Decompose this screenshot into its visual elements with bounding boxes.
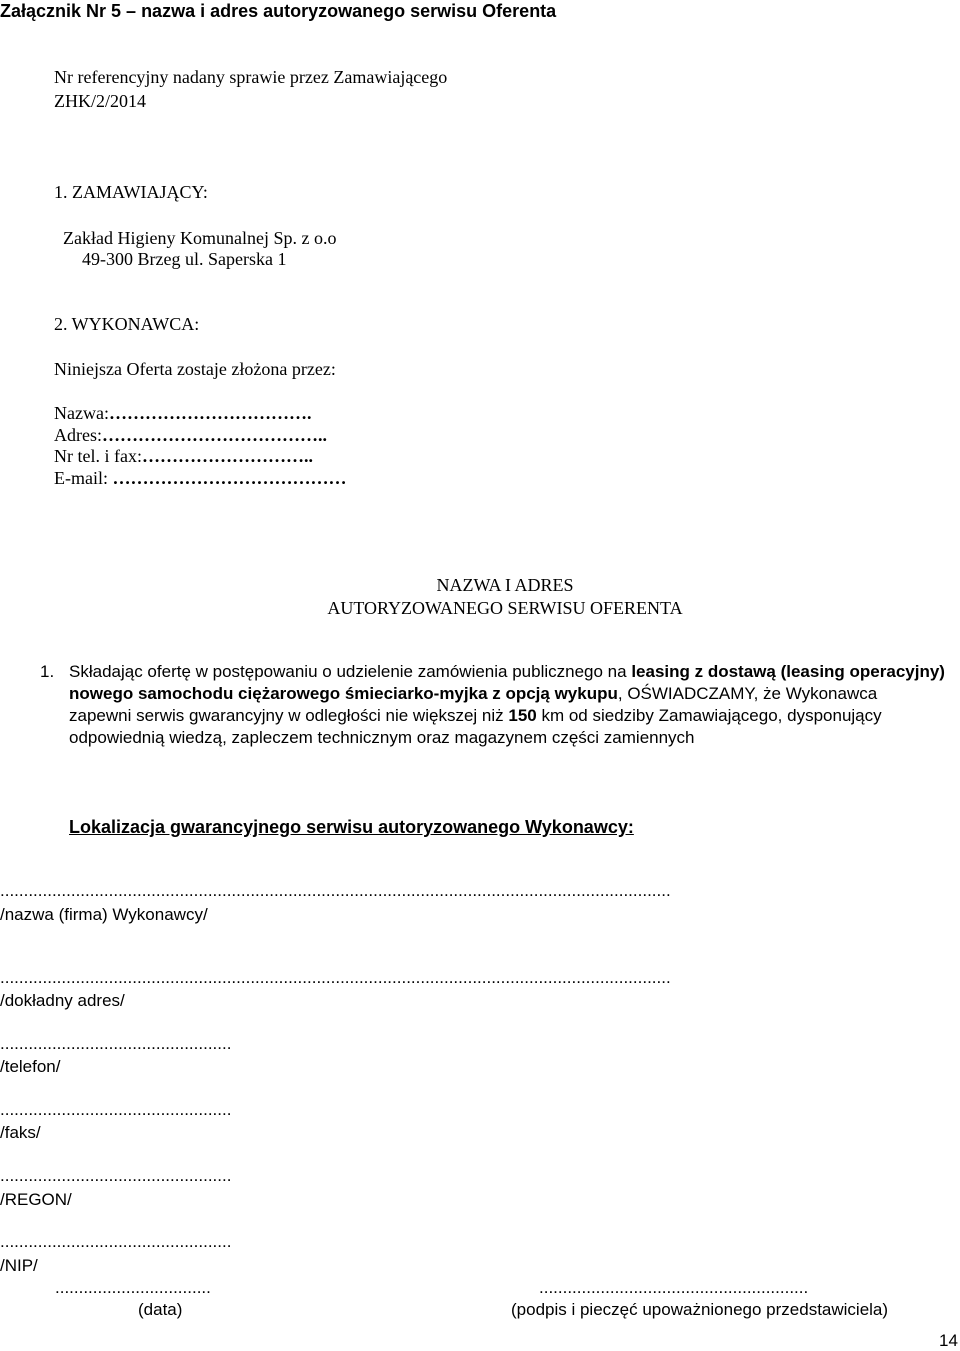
nip-field-dots: ................................................. [0, 1232, 232, 1251]
zamawiajacy-name: Zakład Higieny Komunalnej Sp. z o.o [63, 228, 337, 248]
adres-label: Adres: [54, 425, 102, 445]
statement-text-1: Składając ofertę w postępowaniu o udzielenie zamówienia publicznego na [69, 662, 632, 681]
email-line [54, 467, 346, 489]
signature-label: (podpis i pieczęć upoważnionego przedstawiciela) [511, 1300, 889, 1319]
regon-field-label: /REGON/ [0, 1190, 72, 1209]
statement-line-4 [69, 727, 949, 749]
statement-bold-3: 150 [508, 706, 537, 725]
document-title: Załącznik Nr 5 – nazwa i adres autoryzowanego serwisu Oferenta [0, 1, 557, 21]
faks-field-label: /faks/ [0, 1123, 41, 1142]
nazwa-field-dots: .............................................................................................................................................. [0, 881, 671, 900]
zamawiajacy-heading: 1. ZAMAWIAJĄCY: [54, 182, 208, 202]
faks-field-dots: ................................................. [0, 1100, 232, 1119]
telefon-field-dots: ................................................. [0, 1034, 232, 1053]
nazwa-dots: ……………………………. [108, 403, 312, 423]
statement-line-1 [69, 661, 949, 683]
adres-field-dots: .............................................................................................................................................. [0, 968, 671, 987]
section-title-line1: NAZWA I ADRES [436, 575, 574, 595]
section-title-line2: AUTORYZOWANEGO SERWISU OFERENTA [327, 598, 683, 618]
date-label: (data) [138, 1300, 183, 1319]
nip-field-label: /NIP/ [0, 1256, 38, 1275]
telefon-field-label: /telefon/ [0, 1057, 61, 1076]
adres-line [54, 424, 327, 446]
statement-line-2 [69, 683, 949, 705]
statement-text-2: , OŚWIADCZAMY, że Wykonawca [617, 684, 878, 703]
nazwa-field-label: /nazwa (firma) Wykonawcy/ [0, 905, 208, 924]
email-dots: ………………………………… [107, 468, 347, 488]
date-dots: ................................. [55, 1278, 211, 1297]
signature-dots: ......................................................... [539, 1278, 809, 1297]
tel-label: Nr tel. i fax: [54, 446, 142, 466]
statement-bold-1: leasing z dostawą (leasing operacyjny) [631, 662, 945, 681]
email-label: E-mail: [54, 468, 108, 488]
statement-number: 1. [40, 662, 55, 681]
tel-line [54, 445, 313, 467]
statement-text-5: odpowiednią wiedzą, zapleczem technicznym oraz magazynem części zamiennych [69, 728, 695, 747]
statement-text-3: zapewni serwis gwarancyjny w odległości nie większej niż [69, 706, 509, 725]
statement-paragraph [69, 661, 949, 749]
page-number: 14 [939, 1331, 958, 1350]
adres-dots: ……………………………….. [102, 425, 327, 445]
statement-line-3 [69, 705, 949, 727]
wykonawca-heading: 2. WYKONAWCA: [54, 314, 200, 334]
wykonawca-intro: Niniejsza Oferta zostaje złożona przez: [54, 359, 336, 379]
nazwa-line [54, 402, 311, 424]
statement-bold-2: nowego samochodu ciężarowego śmieciarko-myjka z opcją wykupu [69, 684, 618, 703]
reference-number: ZHK/2/2014 [54, 91, 146, 111]
localization-heading: Lokalizacja gwarancyjnego serwisu autoryzowanego Wykonawcy: [69, 817, 634, 837]
nazwa-label: Nazwa: [54, 403, 109, 423]
tel-dots: ……………………….. [141, 446, 313, 466]
statement-text-4: km od siedziby Zamawiającego, dysponujący [536, 706, 882, 725]
reference-label: Nr referencyjny nadany sprawie przez Zamawiającego [54, 67, 448, 87]
zamawiajacy-address: 49-300 Brzeg ul. Saperska 1 [82, 249, 287, 269]
regon-field-dots: ................................................. [0, 1166, 232, 1185]
adres-field-label: /dokładny adres/ [0, 991, 125, 1010]
